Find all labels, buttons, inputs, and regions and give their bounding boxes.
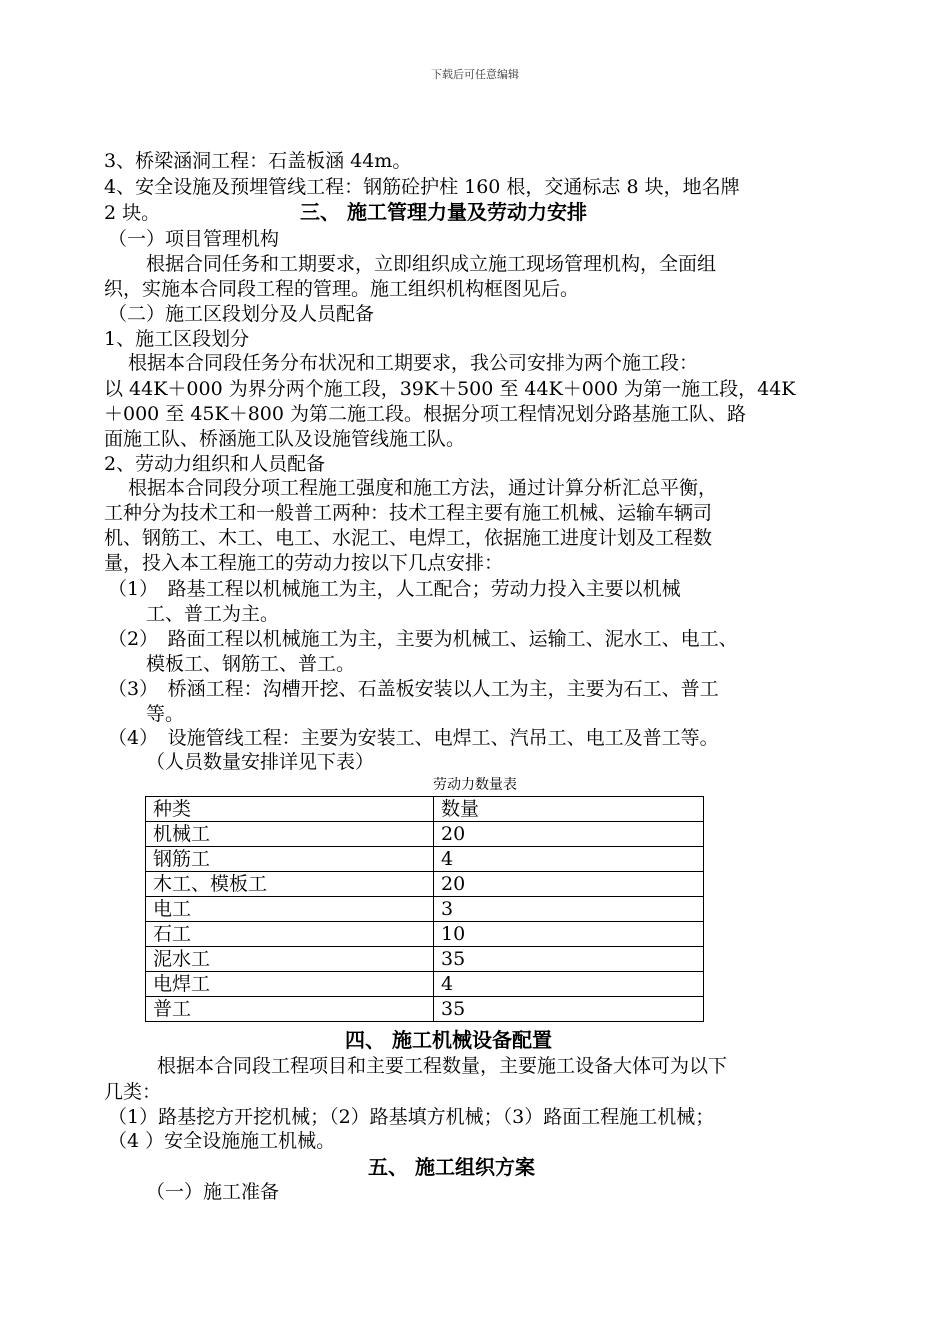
table-row [146, 897, 704, 922]
text-line: 织，实施本合同段工程的管理。施工组织机构框图见后。 [104, 278, 580, 300]
text-line: 3、桥梁涵洞工程：石盖板涵 44m。 [104, 150, 412, 172]
table-cell: 4 [434, 972, 704, 997]
table-cell: 35 [434, 997, 704, 1022]
table-cell: 钢筋工 [146, 847, 434, 872]
table-cell: 35 [434, 947, 704, 972]
table-row [146, 972, 704, 997]
table-cell: 电工 [146, 897, 434, 922]
table-header-cell: 数量 [434, 797, 704, 822]
text-line: 等。 [146, 703, 185, 725]
text-line: 面施工队、桥涵施工队及设施管线施工队。 [104, 428, 466, 450]
text-line: 根据本合同段工程项目和主要工程数量，主要施工设备大体可为以下 [157, 1055, 728, 1077]
table-cell: 电焊工 [146, 972, 434, 997]
text-line: 根据合同任务和工期要求，立即组织成立施工现场管理机构，全面组 [146, 253, 717, 275]
table-row [146, 847, 704, 872]
table-cell: 石工 [146, 922, 434, 947]
text-line: 以 44K＋000 为界分两个施工段，39K＋500 至 44K＋000 为第一施工段，44K [104, 378, 796, 400]
text-line: 根据本合同段任务分布状况和工期要求，我公司安排为两个施工段： [128, 352, 699, 374]
text-line: （4 ）安全设施施工机械。 [108, 1130, 336, 1152]
section-heading-5: 五、 施工组织方案 [368, 1155, 535, 1179]
table-row [146, 822, 704, 847]
subsection-title: （二）施工区段划分及人员配备 [108, 303, 375, 325]
table-row [146, 947, 704, 972]
text-line: 模板工、钢筋工、普工。 [146, 653, 356, 675]
table-cell: 20 [434, 822, 704, 847]
text-line: 2 块。 [104, 202, 161, 224]
text-line: 2、劳动力组织和人员配备 [104, 453, 326, 475]
table-cell: 4 [434, 847, 704, 872]
text-line: 量，投入本工程施工的劳动力按以下几点安排： [104, 552, 504, 574]
table-cell: 木工、模板工 [146, 872, 434, 897]
table-cell: 3 [434, 897, 704, 922]
subsection-title: （一）施工准备 [146, 1181, 280, 1203]
table-cell: 泥水工 [146, 947, 434, 972]
text-line: 4、安全设施及预埋管线工程：钢筋砼护柱 160 根，交通标志 8 块，地名牌 [104, 176, 740, 198]
text-line: 工种分为技术工和一般普工两种：技术工程主要有施工机械、运输车辆司 [104, 502, 713, 524]
labor-table [145, 796, 704, 1022]
list-item: （4） 设施管线工程：主要为安装工、电焊工、汽吊工、电工及普工等。 [108, 727, 719, 749]
table-row [146, 872, 704, 897]
text-line: （人员数量安排详见下表） [146, 751, 375, 773]
header-watermark: 下载后可任意编辑 [431, 68, 519, 81]
text-line: 工、普工为主。 [146, 603, 280, 625]
section-heading-4: 四、 施工机械设备配置 [345, 1028, 552, 1052]
text-line: 几类： [104, 1081, 162, 1103]
table-cell: 20 [434, 872, 704, 897]
table-caption: 劳动力数量表 [433, 777, 517, 793]
table-cell: 10 [434, 922, 704, 947]
text-line: 根据本合同段分项工程施工强度和施工方法，通过计算分析汇总平衡， [128, 477, 718, 499]
subsection-title: （一）项目管理机构 [108, 228, 280, 250]
list-item: （3） 桥涵工程：沟槽开挖、石盖板安装以人工为主，主要为石工、普工 [108, 678, 719, 700]
text-line: （1）路基挖方开挖机械；（2）路基填方机械；（3）路面工程施工机械； [108, 1106, 715, 1128]
section-heading-3: 三、 施工管理力量及劳动力安排 [300, 200, 587, 224]
table-cell: 普工 [146, 997, 434, 1022]
table-row [146, 922, 704, 947]
text-line: ＋000 至 45K＋800 为第二施工段。根据分项工程情况划分路基施工队、路 [104, 403, 747, 425]
list-item: （2） 路面工程以机械施工为主，主要为机械工、运输工、泥水工、电工、 [108, 628, 738, 650]
table-header-cell: 种类 [146, 797, 434, 822]
text-line: 1、施工区段划分 [104, 328, 250, 350]
table-cell: 机械工 [146, 822, 434, 847]
text-line: 机、钢筋工、木工、电工、水泥工、电焊工，依据施工进度计划及工程数 [104, 527, 713, 549]
list-item: （1） 路基工程以机械施工为主，人工配合；劳动力投入主要以机械 [108, 578, 681, 600]
table-row [146, 997, 704, 1022]
table-header-row [146, 797, 704, 822]
